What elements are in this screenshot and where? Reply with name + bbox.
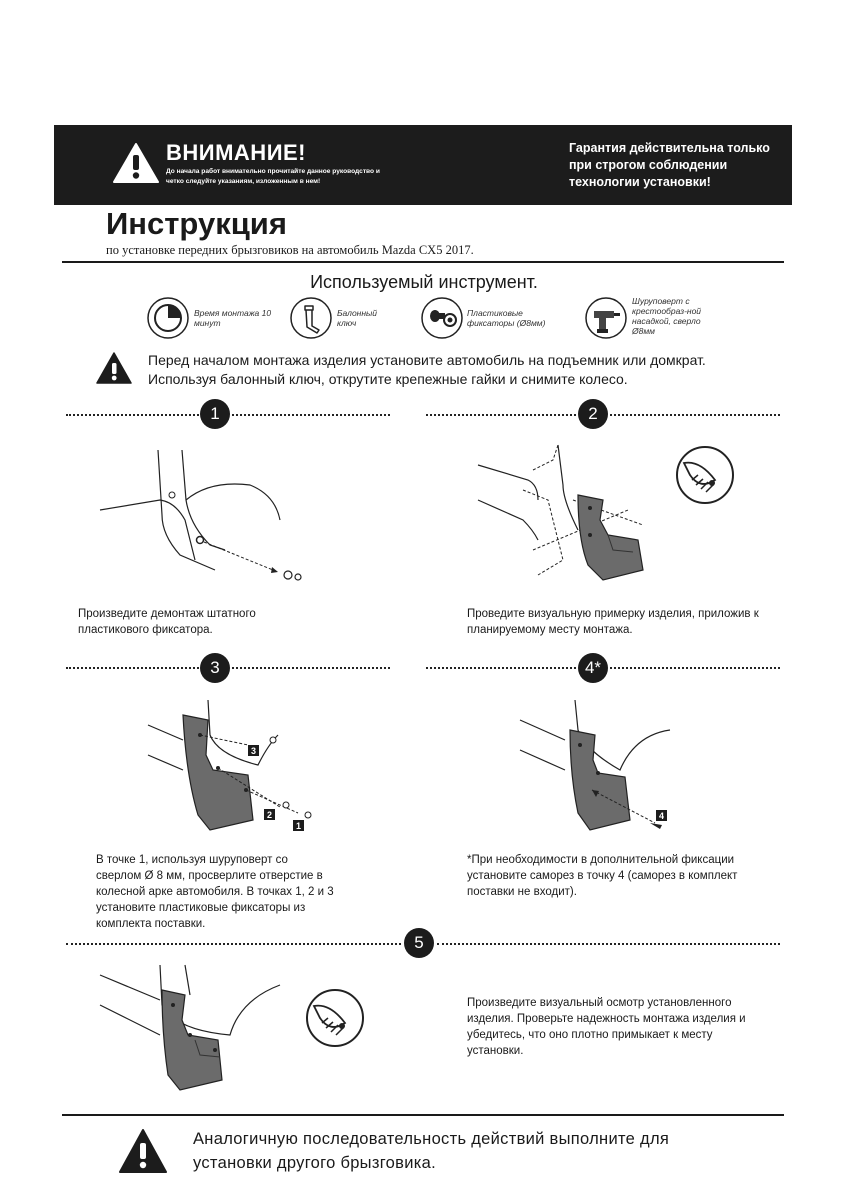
step-divider [610,667,780,669]
wheel-wrench-icon [289,296,333,340]
warning-subtitle: До начала работ внимательно прочитайте данное руководство и четко следуйте указаниям, изложенным в нем! [166,168,380,185]
step-4-text: *При необходимости в дополнительной фиксации установите саморез в точку 4 (саморез в комплект поставки не входит). [467,854,738,898]
step-divider [66,943,401,945]
tool-clips-label: Пластиковые фиксаторы (Ø8мм) [467,308,546,328]
callout-2-label: 2 [266,810,273,820]
step-divider [610,414,780,416]
step-divider [66,414,199,416]
plastic-clips-icon [420,296,464,340]
step-5-illustration [100,960,300,1105]
visual-inspection-icon [300,988,370,1048]
warning-banner [54,125,792,205]
page-subtitle: по установке передних брызговиков на автомобиль Mazda CX5 2017. [106,243,474,257]
tool-wrench-label: Балонный ключ [337,308,378,328]
step-divider [426,414,576,416]
step-number-5: 5 [404,928,434,958]
tool-drill-label: Шуруповерт с крестообраз-ной насадкой, сверло Ø8мм [632,296,702,336]
step-4-illustration [520,695,690,845]
step-5-text: Произведите визуальный осмотр установленного изделия. Проверьте надежность монтажа изделия и убедитесь, что оно плотно примыкает к месту установки. [467,997,746,1057]
warning-icon [96,352,132,384]
drill-icon [584,296,628,340]
step-number-3: 3 [200,653,230,683]
guarantee-note: Гарантия действительна только при строгом соблюдении технологии установки! [569,141,770,189]
callout-4-label: 4 [658,811,665,821]
tool-time-label: Время монтажа 10 минут [194,308,272,328]
callout-1-label: 1 [295,821,302,831]
visual-inspection-icon [670,445,740,505]
footer-text: Аналогичную последовательность действий выполните для установки другого брызговика. [193,1130,670,1172]
step-1-text: Произведите демонтаж штатного пластикового фиксатора. [78,608,256,636]
divider [62,261,784,263]
step-divider [66,667,199,669]
step-number-1: 1 [200,399,230,429]
page-title: Инструкция [106,206,287,241]
tools-title: Используемый инструмент. [310,272,538,292]
step-divider [426,667,576,669]
step-1-illustration [100,440,320,590]
step-number-4: 4* [578,653,608,683]
step-3-illustration [148,695,338,845]
clock-icon [146,296,190,340]
step-number-2: 2 [578,399,608,429]
step-3-text: В точке 1, используя шуруповерт со сверлом Ø 8 мм, просверлите отверстие в колесной арке автомобиля. В точках 1, 2 и 3 установите пластиковые фиксаторы из комплекта поставки. [96,854,334,930]
warning-icon [112,142,160,184]
warning-title: ВНИМАНИЕ! [166,140,307,165]
step-divider [232,667,390,669]
divider [62,1114,784,1116]
step-divider [437,943,780,945]
warning-icon [118,1128,168,1174]
step-divider [232,414,390,416]
callout-3-label: 3 [250,746,257,756]
step-2-illustration [478,440,658,590]
preparation-text: Перед началом монтажа изделия установите автомобиль на подъемник или домкрат. Используя балонный ключ, открутите крепежные гайки и снимите колесо. [148,352,706,387]
step-2-text: Проведите визуальную примерку изделия, приложив к планируемому месту монтажа. [467,608,759,636]
